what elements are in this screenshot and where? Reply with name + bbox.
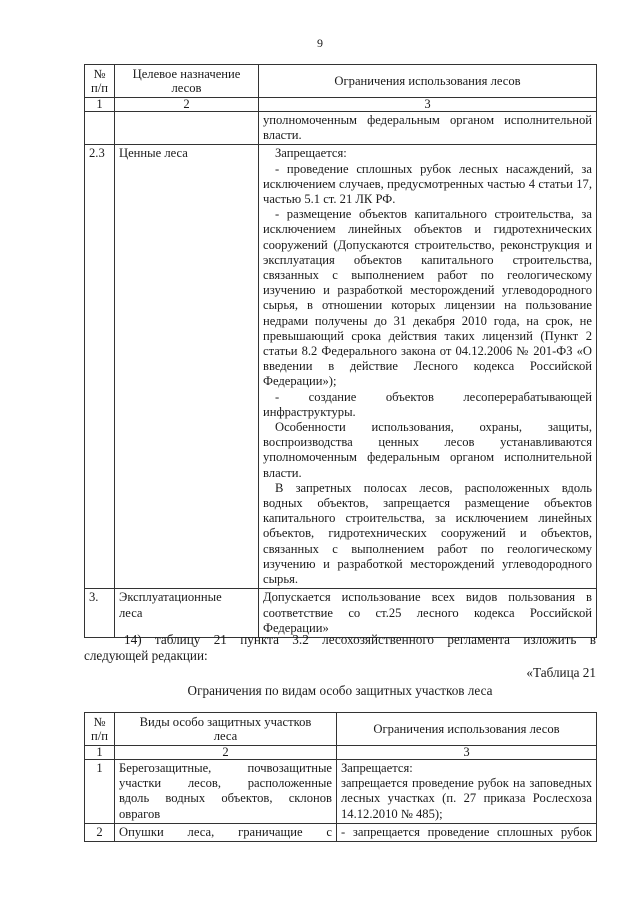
text-line: статьи 8.2 Федерального закона от 04.12.2006 № 201-ФЗ «О <box>263 344 592 359</box>
text-line: вдоль водных объектов, склонов <box>119 791 332 806</box>
text-line: - размещение объектов капитального строительства, за <box>275 207 592 222</box>
header-restrictions: Ограничения использования лесов <box>337 713 597 746</box>
text-line: частью 5.1 ст. 21 ЛК РФ. <box>263 192 396 207</box>
text-line: леса <box>119 605 143 620</box>
restriction-text <box>259 145 597 589</box>
text-line: - проведение сплошных рубок лесных насаждений, за <box>275 161 592 176</box>
text-line: связанных с выполнением работ по геологическому <box>263 541 592 556</box>
text-line: исключением линейных объектов и гидротехнических <box>263 222 592 237</box>
text-line: сырья, в отношении которых лицензии на пользование <box>263 298 592 313</box>
text-line: уполномоченным федеральным органом исполнительной <box>263 113 592 127</box>
header-number: № п/п <box>85 713 115 746</box>
text-line: В запретных полосах лесов, расположенных вдоль <box>275 480 592 495</box>
text-line: введении в действие Лесного кодекса Российской <box>263 359 592 374</box>
text-line: оврагов <box>119 806 161 821</box>
text-line: сооружений (Допускаются строительство, реконструкция и <box>263 237 592 252</box>
column-number: 1 <box>85 746 115 760</box>
table-row-protective-area-2 <box>85 823 597 841</box>
text-line: лесных участках (п. 27 приказа Рослесхоза <box>341 791 592 806</box>
table-forest-purposes <box>84 64 597 638</box>
text-line: запрещается проведение рубок на заповедных <box>341 776 592 791</box>
text-line: воспроизводства ценных лесов устанавливаются <box>263 435 592 450</box>
text-line: 14.12.2010 № 485); <box>341 806 443 821</box>
area-type <box>115 760 337 824</box>
row-number: 1 <box>85 760 115 824</box>
header-restrictions: Ограничения использования лесов <box>259 65 597 98</box>
text-line: водных объектов, запрещается размещение объектов <box>263 496 592 511</box>
paragraph-14 <box>84 632 596 664</box>
column-number: 3 <box>259 98 597 112</box>
table-row-valuable-forests <box>85 145 597 589</box>
restriction-text <box>337 823 597 841</box>
text-line: власти. <box>263 128 302 143</box>
table-row-exploitation-forests <box>85 589 597 638</box>
text-line: превышающий срока действия таких лицензий (Пункт 2 <box>263 328 592 343</box>
table-21-label: «Таблица 21 <box>526 665 596 680</box>
text-line: инфраструктуры. <box>263 404 356 419</box>
row-number: 3. <box>85 589 115 638</box>
text-line: изучению и разработкой месторождений углеводородного <box>263 283 592 298</box>
forest-purpose: Ценные леса <box>115 145 259 589</box>
text-line: объектов, гидротехнических сооружений и объектов, <box>263 526 592 541</box>
text-line: власти. <box>263 465 302 480</box>
text-line: недрами получены до 31 декабря 2010 года, на срок, не <box>263 313 592 328</box>
text-line: - создание объектов лесоперерабатывающей <box>275 389 592 404</box>
text-line: соответствие со ст.25 лесного кодекса Российской <box>263 605 592 620</box>
column-number: 1 <box>85 98 115 112</box>
column-number-row <box>85 98 597 112</box>
page-number: 9 <box>317 36 323 50</box>
table-header-row <box>85 713 597 746</box>
forest-purpose <box>115 589 259 638</box>
text-line: следующей редакции: <box>84 648 208 663</box>
text-line: Эксплуатационные <box>119 590 222 605</box>
row-number: 2.3 <box>85 145 115 589</box>
text-line: участки лесов, расположенные <box>119 776 332 791</box>
table-row-protective-area-1 <box>85 760 597 824</box>
text-line: изучению и разработкой месторождений углеводородного <box>263 556 592 571</box>
restriction-text <box>259 589 597 638</box>
column-number: 2 <box>115 746 337 760</box>
table-header-row <box>85 65 597 98</box>
header-area-types: Виды особо защитных участков леса <box>115 713 337 746</box>
restriction-text <box>337 760 597 824</box>
restriction-text <box>259 112 597 145</box>
text-line: Допускается использование всех видов пользования в <box>263 590 592 605</box>
text-line: исключением случаев, предусмотренных частью 4 статьи 17, <box>263 176 592 191</box>
text-line: - запрещается проведение сплошных рубок <box>341 824 592 839</box>
text-line: Особенности использования, охраны, защиты, <box>275 420 592 435</box>
row-number: 2 <box>85 823 115 841</box>
table-row-continuation <box>85 112 597 145</box>
text-line: связанных с выполнением работ по геологическому <box>263 268 592 283</box>
text-line: Берегозащитные, почвозащитные <box>119 761 332 775</box>
column-number: 3 <box>337 746 597 760</box>
area-type <box>115 823 337 841</box>
text-line: сырья. <box>263 572 299 587</box>
header-purpose: Целевое назначение лесов <box>115 65 259 98</box>
text-line: Запрещается: <box>341 761 413 775</box>
header-number: № п/п <box>85 65 115 98</box>
text-line: 14) таблицу 21 пункта 3.2 лесохозяйственного регламента изложить в <box>124 632 596 647</box>
text-line: Опушки леса, граничащие с <box>119 824 332 839</box>
table-21-title: Ограничения по видам особо защитных участков леса <box>187 683 493 698</box>
text-line: Федерации»); <box>263 374 337 389</box>
text-line: Запрещается: <box>275 146 347 161</box>
column-number-row <box>85 746 597 760</box>
text-line: Федерации» <box>263 620 329 635</box>
text-line: уполномоченным федеральным органом исполнительной <box>263 450 592 465</box>
text-line: эксплуатация объектов капитального строительства, <box>263 252 592 267</box>
text-line: капитального строительства, за исключением линейных <box>263 511 592 526</box>
column-number: 2 <box>115 98 259 112</box>
table-protective-areas <box>84 712 597 842</box>
